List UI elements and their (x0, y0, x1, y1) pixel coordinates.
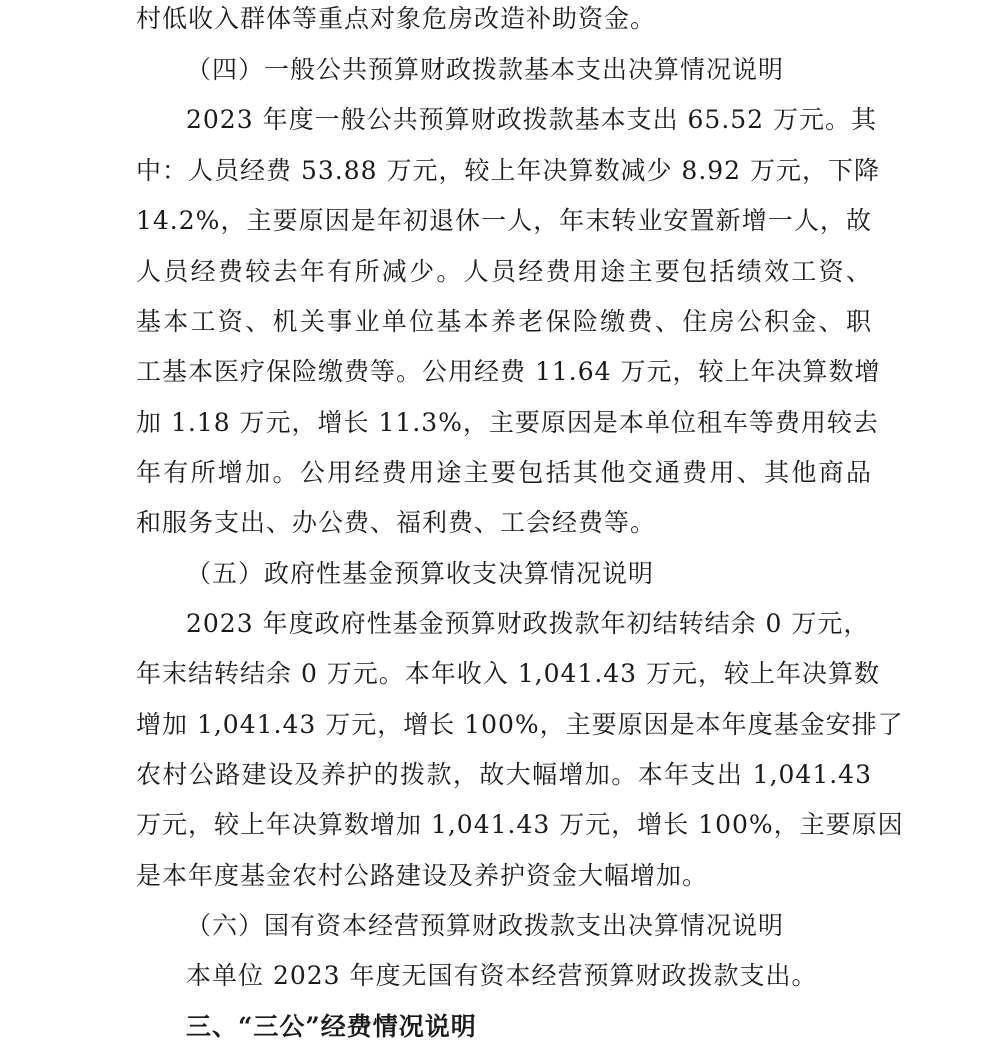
paragraph-line: 2023 年度政府性基金预算财政拨款年初结转结余 0 万元， (186, 609, 870, 638)
paragraph-line: 和服务支出、办公费、福利费、工会经费等。 (136, 508, 657, 537)
paragraph-line: 年末结转结余 0 万元。本年收入 1,041.43 万元，较上年决算数 (136, 659, 881, 688)
paragraph-line: 加 1.18 万元，增长 11.3%，主要原因是本单位租车等费用较去 (136, 408, 879, 437)
paragraph-line: 基本工资、机关事业单位基本养老保险缴费、住房公积金、职 (136, 307, 872, 336)
section-heading-6: （六）国有资本经营预算财政拨款支出决算情况说明 (186, 911, 785, 940)
paragraph-line: 年有所增加。公用经费用途主要包括其他交通费用、其他商品 (136, 458, 872, 487)
paragraph-line: 中：人员经费 53.88 万元，较上年决算数减少 8.92 万元，下降 (136, 156, 881, 185)
paragraph-line: 工基本医疗保险缴费等。公用经费 11.64 万元，较上年决算数增 (136, 357, 881, 386)
paragraph-line: 14.2%，主要原因是年初退休一人，年末转业安置新增一人，故 (136, 206, 872, 235)
paragraph-line: 是本年度基金农村公路建设及养护资金大幅增加。 (136, 861, 709, 890)
chapter-heading-3: 三、“三公”经费情况说明 (186, 1012, 477, 1041)
paragraph-line: 2023 年度一般公共预算财政拨款基本支出 65.52 万元。其 (186, 105, 878, 134)
paragraph-line: 增加 1,041.43 万元，增长 100%，主要原因是本年度基金安排了 (136, 710, 904, 739)
section-heading-5: （五）政府性基金预算收支决算情况说明 (186, 559, 655, 588)
paragraph-line: 万元，较上年决算数增加 1,041.43 万元，增长 100%，主要原因 (136, 810, 904, 839)
paragraph-line: 人员经费较去年有所减少。人员经费用途主要包括绩效工资、 (136, 257, 872, 286)
paragraph-line: 村低收入群体等重点对象危房改造补助资金。 (136, 4, 657, 33)
section-heading-4: （四）一般公共预算财政拨款基本支出决算情况说明 (186, 55, 785, 84)
paragraph-line: 本单位 2023 年度无国有资本经营预算财政拨款支出。 (186, 961, 818, 990)
paragraph-line: 农村公路建设及养护的拨款，故大幅增加。本年支出 1,041.43 (136, 760, 872, 789)
